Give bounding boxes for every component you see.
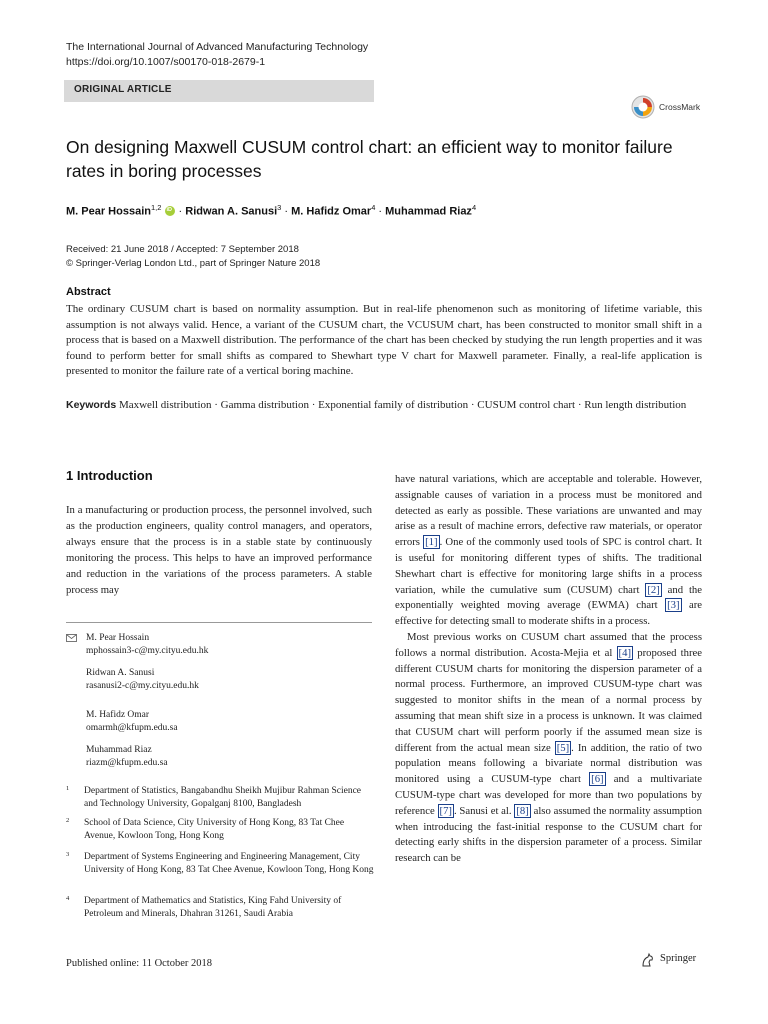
affiliation-number: 4 [66, 895, 70, 902]
citation-link[interactable]: [2] [647, 583, 660, 596]
correspondence-name: M. Pear Hossain [86, 633, 150, 643]
crossmark-icon [631, 95, 655, 119]
keywords [66, 398, 702, 414]
correspondence-author [86, 667, 199, 693]
journal-name: The International Journal of Advanced Manufacturing Technology [66, 41, 369, 53]
correspondence-author [86, 709, 178, 735]
correspondence-author [86, 744, 168, 770]
crossmark-badge[interactable] [631, 93, 711, 123]
crossmark-label: CrossMark [659, 102, 701, 112]
citation-link[interactable]: [7] [439, 804, 452, 817]
springer-logo [640, 952, 710, 970]
affiliation-number: 3 [66, 851, 70, 858]
author-name[interactable]: M. Pear Hossain [66, 205, 151, 218]
correspondence-email[interactable]: mphossain3-c@my.cityu.edu.hk [86, 646, 209, 656]
intro-paragraph-left: In a manufacturing or production process, the personnel involved, such as the production engineers, quality control managers, and operators, always ensure that the process is in a stable state by continuously monitoring the process. This helps to have an improved performance and reduction in the variations of the process parameters. A stable process may [66, 504, 372, 596]
citation-link[interactable]: [4] [618, 646, 632, 659]
springer-label: Springer [660, 953, 697, 964]
affiliation-text: Department of Systems Engineering and Engineering Management, City University of Hong Kong, 83 Tat Chee Avenue, Kowloon Tong, Hong Kong [84, 852, 374, 875]
affiliation-text: School of Data Science, City University of Hong Kong, 83 Tat Chee Avenue, Kowloon Tong, Hong Kong [84, 818, 345, 841]
intro-paragraph-right-1 [395, 472, 702, 630]
text-run: are effective for detecting small to moderate shifts in a process. [395, 599, 702, 628]
text-run: proposed three different CUSUM charts for monitoring the dispersion parameter of a normal process. Furthermore, an improved CUSUM-type chart was suggested to monitor shifts in the mean of a normal process by assuming that mean shift size in a process is unknown. It was claimed that CUSUM chart will perform poorly if the assumed mean size is different from the actual mean size [395, 646, 702, 754]
author-name[interactable]: Muhammad Riaz [385, 205, 472, 218]
text-run: Most previous works on CUSUM chart assumed that the process follows a normal distribution. Acosta-Mejia et al [395, 630, 702, 659]
author-name[interactable]: M. Hafidz Omar [291, 205, 372, 218]
correspondence-author [86, 632, 208, 658]
abstract-heading: Abstract [66, 286, 111, 298]
citation-link[interactable]: [8] [516, 804, 529, 817]
author-affil-sup: 1,2 [150, 203, 162, 212]
citation-link[interactable]: [3] [667, 599, 680, 612]
journal-doi-link[interactable]: https://doi.org/10.1007/s00170-018-2679-1 [66, 56, 266, 68]
paper-title: On designing Maxwell CUSUM control chart: an efficient way to monitor failure rates in boring processes [66, 137, 673, 181]
springer-horse-icon [640, 952, 656, 968]
affiliation-text: Department of Mathematics and Statistics, King Fahd University of Petroleum and Minerals, Dhahran 31261, Saudi Arabia [84, 896, 342, 919]
footnote-divider [66, 622, 372, 623]
abstract-text: The ordinary CUSUM chart is based on normality assumption. But in real-life phenomenon such as monitoring of lifetime variable, this assumption is not always valid. Hence, a variant of the CUSUM chart, the VCUSUM chart, has been constructed to monitor small shift in a process that is based on a Maxwell distribution. The performance of the chart has been checked by studying the run length properties and it was found to perform better for small shifts as compared to Shewhart type V chart for Maxwell parameter. Finally, a real-life application is presented to monitor the failure rate of a vertical boring machine. [66, 303, 702, 378]
correspondence-name: M. Hafidz Omar [86, 710, 150, 720]
affiliation-text: Department of Statistics, Bangabandhu Sheikh Mujibur Rahman Science and Technology University, Gopalganj 8100, Bangladesh [84, 786, 362, 809]
article-dates [66, 243, 320, 271]
text-run: also assumed the normality assumption when introducing the fast-initial response to the CUSUM chart for detecting early shifts in the dispersion parameter of a process. Similar research can be [395, 804, 702, 865]
intro-paragraph-right-2 [395, 630, 702, 867]
author-affil-sup: 4 [371, 203, 376, 212]
author-separator: · [281, 205, 292, 218]
published-online-date: Published online: 11 October 2018 [66, 958, 213, 969]
affiliation-number: 1 [66, 785, 70, 792]
keywords-text: Maxwell distribution · Gamma distribution · Exponential family of distribution · CUSUM control chart · Run length distribution [118, 399, 687, 411]
article-type-label: ORIGINAL ARTICLE [74, 84, 172, 95]
author-affil-sup: 3 [277, 203, 282, 212]
citation-link[interactable]: [6] [591, 773, 604, 786]
text-run: . In addition, the ratio of two population means following a bivariate normal distribution was monitored using a CUSUM-type chart [395, 741, 702, 786]
author-separator: · [175, 205, 186, 218]
orcid-icon[interactable] [165, 206, 175, 216]
section-heading-introduction: 1 Introduction [66, 468, 153, 483]
correspondence-email[interactable]: riazm@kfupm.edu.sa [86, 758, 168, 768]
correspondence-email[interactable]: rasanusi2-c@my.cityu.edu.hk [86, 681, 199, 691]
right-column-text [395, 472, 702, 867]
author-separator: · [375, 205, 386, 218]
citation-link[interactable]: [5] [556, 741, 570, 754]
correspondence-name: Ridwan A. Sanusi [86, 668, 155, 678]
text-run: and the exponentially weighted moving average (EWMA) chart [395, 583, 702, 612]
citation-link[interactable]: [1] [425, 536, 438, 549]
journal-header [66, 40, 368, 70]
article-type-band [64, 80, 374, 102]
author-name[interactable]: Ridwan A. Sanusi [185, 205, 278, 218]
text-run: . One of the commonly used tools of SPC is control chart. It is useful for monitoring different types of shifts. The traditional Shewhart chart is effective for monitoring large shifts in a process variation, while the cumulative sum (CUSUM) chart [395, 536, 702, 596]
affiliation-number: 2 [66, 817, 70, 824]
author-list [66, 203, 716, 218]
envelope-icon [66, 634, 77, 642]
author-affil-sup: 4 [471, 203, 477, 212]
keywords-label: Keywords [66, 399, 117, 411]
text-run: have natural variations, which are acceptable and tolerable. However, assignable causes of variation in a process must be monitored and detected as early as possible. These variations are unwanted and may arise as a result of machine errors, defective raw materials, or operator errors [395, 473, 702, 549]
correspondence-email[interactable]: omarmh@kfupm.edu.sa [86, 723, 178, 733]
text-run: . Sanusi et al. [453, 804, 515, 817]
copyright-line: © Springer-Verlag London Ltd., part of Springer Nature 2018 [66, 258, 321, 269]
text-run: and a multivariate CUSUM-type chart was developed for more than two populations by reference [395, 773, 703, 817]
left-column-text [66, 502, 372, 598]
received-accepted-dates: Received: 21 June 2018 / Accepted: 7 September 2018 [66, 244, 299, 255]
correspondence-name: Muhammad Riaz [86, 745, 152, 755]
